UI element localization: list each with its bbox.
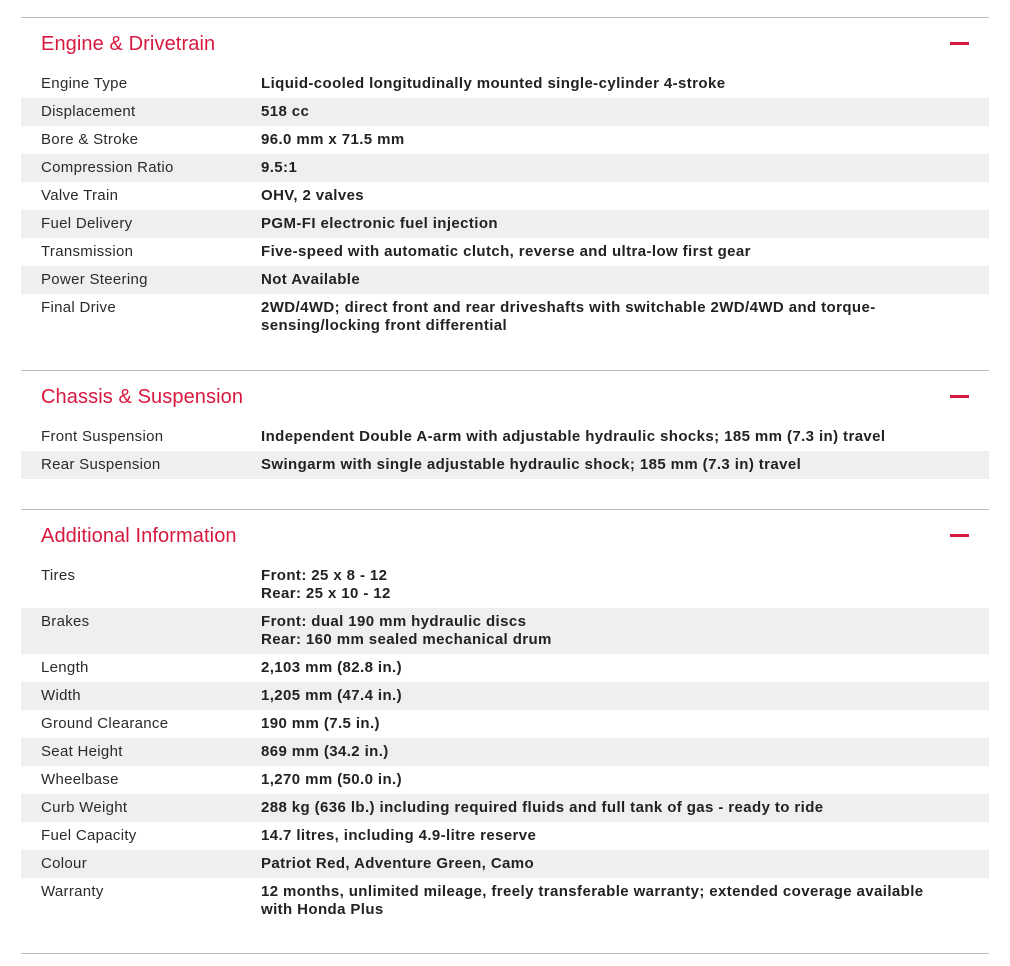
spec-value-line: 14.7 litres, including 4.9-litre reserve	[261, 827, 537, 844]
spec-row	[21, 608, 989, 654]
spec-label: Fuel Capacity	[41, 827, 137, 844]
divider	[21, 953, 989, 954]
spec-label: Width	[41, 687, 81, 704]
spec-value	[261, 567, 989, 603]
spec-table	[21, 562, 989, 924]
spec-row	[21, 126, 989, 154]
spec-label: Displacement	[41, 103, 136, 120]
spec-value-line: 1,270 mm (50.0 in.)	[261, 771, 402, 788]
spec-value	[261, 428, 989, 446]
spec-row	[21, 850, 989, 878]
spec-value-line: Front: dual 190 mm hydraulic discs	[261, 613, 527, 630]
spec-label: Curb Weight	[41, 799, 128, 816]
spec-value-line: 1,205 mm (47.4 in.)	[261, 687, 402, 704]
spec-label: Front Suspension	[41, 428, 164, 445]
minus-icon[interactable]	[950, 395, 969, 398]
spec-value	[261, 131, 989, 149]
spec-value	[261, 715, 989, 733]
section-title: Additional Information	[41, 525, 237, 547]
spec-value	[261, 215, 989, 233]
section-header-additional-information[interactable]	[21, 510, 989, 562]
spec-row	[21, 451, 989, 479]
spec-value-line: 518 cc	[261, 103, 310, 120]
spec-row	[21, 562, 989, 608]
minus-icon[interactable]	[950, 42, 969, 45]
spec-value-line: Liquid-cooled longitudinally mounted single-cylinder 4-stroke	[261, 75, 726, 92]
spec-value	[261, 613, 989, 649]
spec-value	[261, 687, 989, 705]
spec-row	[21, 154, 989, 182]
spec-row	[21, 98, 989, 126]
spec-page	[21, 0, 989, 954]
spec-label: Seat Height	[41, 743, 123, 760]
section-title: Engine & Drivetrain	[41, 33, 216, 55]
spec-table	[21, 70, 989, 340]
spec-row	[21, 682, 989, 710]
spec-value-line: PGM-FI electronic fuel injection	[261, 215, 498, 232]
spec-label: Fuel Delivery	[41, 215, 133, 232]
spec-value-line: Patriot Red, Adventure Green, Camo	[261, 855, 535, 872]
spec-row	[21, 294, 989, 340]
spec-value	[261, 827, 989, 845]
spec-row	[21, 738, 989, 766]
minus-icon[interactable]	[950, 534, 969, 537]
spec-value-line: 9.5:1	[261, 159, 298, 176]
spec-value-line: with Honda Plus	[261, 901, 384, 918]
spec-value-line: Front: 25 x 8 - 12	[261, 567, 388, 584]
spec-row	[21, 238, 989, 266]
spec-value	[261, 743, 989, 761]
spec-value-line: 96.0 mm x 71.5 mm	[261, 131, 405, 148]
spec-table	[21, 423, 989, 479]
spec-value	[261, 159, 989, 177]
spec-label: Tires	[41, 567, 76, 584]
spec-value	[261, 883, 989, 919]
spec-value	[261, 271, 989, 289]
spec-value	[261, 799, 989, 817]
spec-label: Power Steering	[41, 271, 148, 288]
spec-value-line: Swingarm with single adjustable hydraulic shock; 185 mm (7.3 in) travel	[261, 456, 802, 473]
spec-row	[21, 210, 989, 238]
spec-label: Compression Ratio	[41, 159, 174, 176]
spec-value	[261, 771, 989, 789]
spec-label: Brakes	[41, 613, 90, 630]
spec-value	[261, 75, 989, 93]
spec-label: Warranty	[41, 883, 104, 900]
spec-label: Wheelbase	[41, 771, 119, 788]
spec-value-line: Rear: 25 x 10 - 12	[261, 585, 391, 602]
spec-row	[21, 423, 989, 451]
spec-value-line: 2,103 mm (82.8 in.)	[261, 659, 402, 676]
spec-value	[261, 659, 989, 677]
spec-label: Valve Train	[41, 187, 119, 204]
section-header-chassis-suspension[interactable]	[21, 371, 989, 423]
section-chassis-suspension	[21, 370, 989, 509]
spec-label: Ground Clearance	[41, 715, 169, 732]
spec-value	[261, 187, 989, 205]
spec-value	[261, 456, 989, 474]
spec-row	[21, 710, 989, 738]
spec-label: Engine Type	[41, 75, 128, 92]
spec-label: Final Drive	[41, 299, 116, 316]
spec-row	[21, 878, 989, 924]
spec-value-line: Five-speed with automatic clutch, reverse and ultra-low first gear	[261, 243, 751, 260]
spec-label: Bore & Stroke	[41, 131, 139, 148]
spec-value	[261, 243, 989, 261]
spec-value	[261, 103, 989, 121]
section-header-engine-drivetrain[interactable]	[21, 18, 989, 70]
spec-row	[21, 822, 989, 850]
spec-row	[21, 182, 989, 210]
spec-row	[21, 794, 989, 822]
spec-row	[21, 654, 989, 682]
spec-value	[261, 299, 989, 335]
spec-row	[21, 70, 989, 98]
spec-value-line: Not Available	[261, 271, 361, 288]
spec-value	[261, 855, 989, 873]
spec-value-line: 288 kg (636 lb.) including required fluids and full tank of gas - ready to ride	[261, 799, 824, 816]
spec-label: Transmission	[41, 243, 134, 260]
section-title: Chassis & Suspension	[41, 386, 244, 408]
spec-label: Rear Suspension	[41, 456, 161, 473]
spec-value-line: 12 months, unlimited mileage, freely transferable warranty; extended coverage available	[261, 883, 924, 900]
spec-label: Colour	[41, 855, 87, 872]
spec-value-line: OHV, 2 valves	[261, 187, 365, 204]
spec-value-line: Independent Double A-arm with adjustable hydraulic shocks; 185 mm (7.3 in) travel	[261, 428, 886, 445]
spec-value-line: Rear: 160 mm sealed mechanical drum	[261, 631, 552, 648]
spec-value-line: 869 mm (34.2 in.)	[261, 743, 389, 760]
section-additional-information	[21, 509, 989, 953]
section-engine-drivetrain	[21, 17, 989, 370]
spec-value-line: sensing/locking front differential	[261, 317, 508, 334]
spec-value-line: 2WD/4WD; direct front and rear driveshafts with switchable 2WD/4WD and torque-	[261, 299, 876, 316]
spec-row	[21, 766, 989, 794]
spec-value-line: 190 mm (7.5 in.)	[261, 715, 380, 732]
spec-row	[21, 266, 989, 294]
spec-label: Length	[41, 659, 89, 676]
